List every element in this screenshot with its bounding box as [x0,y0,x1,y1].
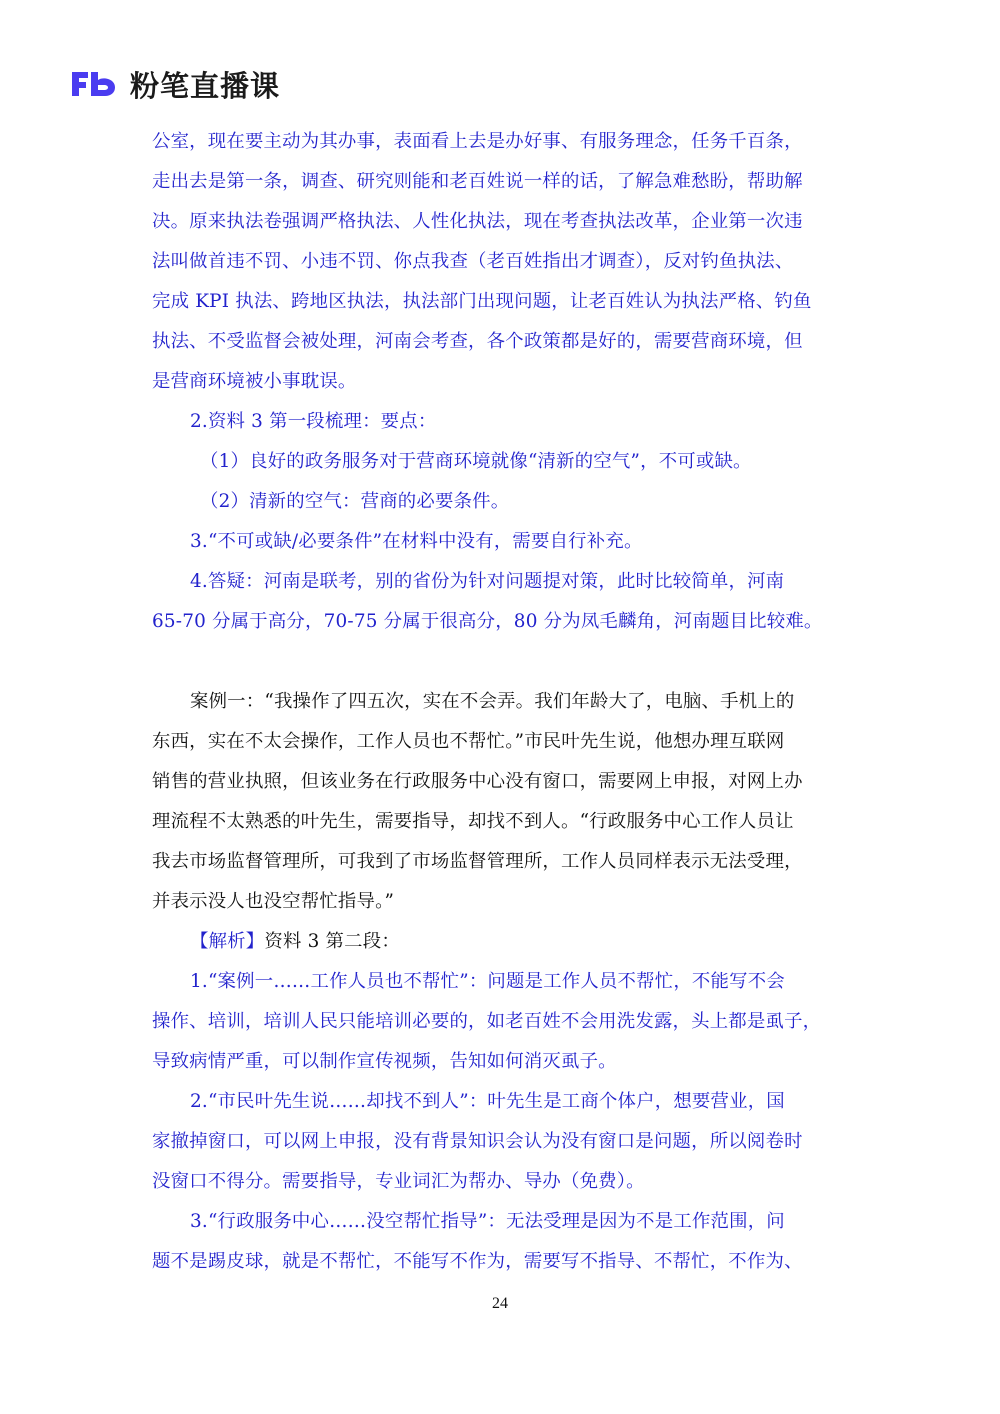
analysis-label: 【解析】 [190,931,265,952]
fenbi-logo-icon [70,69,120,99]
text-line: 理流程不太熟悉的叶先生，需要指导，却找不到人。“行政服务中心工作人员让 [152,811,794,832]
text-line: 走出去是第一条，调查、研究则能和老百姓说一样的话，了解急难愁盼，帮助解 [152,171,803,192]
document-body [152,122,852,1282]
analysis-point-1 [152,962,852,1082]
text-line: 导致病情严重，可以制作宣传视频，告知如何消灭虱子。 [152,1051,617,1072]
brand-name: 粉笔直播课 [130,68,281,103]
text-line: 4.答疑：河南是联考，别的省份为针对问题提对策，此时比较简单，河南 [190,571,785,592]
text-line: 法叫做首违不罚、小违不罚、你点我查（老百姓指出才调查），反对钓鱼执法、 [152,251,794,272]
text-line: 并表示没人也没空帮忙指导。” [152,891,395,912]
page-number: 24 [492,1295,508,1312]
point-2-sub-1: （1）良好的政务服务对于营商环境就像“清新的空气”，不可或缺。 [200,451,752,472]
text-line: 案例一：“我操作了四五次，实在不会弄。我们年龄大了，电脑、手机上的 [190,691,795,712]
text-line: 我去市场监督管理所，可我到了市场监督管理所，工作人员同样表示无法受理， [152,851,803,872]
text-line: 执法、不受监督会被处理，河南会考查，各个政策都是好的，需要营商环境，但 [152,331,803,352]
analysis-point-2 [152,1082,852,1202]
text-line: 操作、培训，培训人民只能培训必要的，如老百姓不会用洗发露，头上都是虱子， [152,1011,822,1032]
analysis-heading [152,922,852,962]
text-line: 65-70 分属于高分，70-75 分属于很高分，80 分为凤毛麟角，河南题目比较难。 [152,611,823,632]
text-line: 公室，现在要主动为其办事，表面看上去是办好事、有服务理念，任务千百条， [152,131,803,152]
text-line: 1.“案例一……工作人员也不帮忙”：问题是工作人员不帮忙，不能写不会 [190,971,785,992]
point-4 [152,562,852,642]
spacer [152,642,852,682]
text-line: 2.“市民叶先生说……却找不到人”：叶先生是工商个体户，想要营业，国 [190,1091,785,1112]
text-line: 是营商环境被小事耽误。 [152,371,357,392]
brand-header [70,64,280,104]
case-one-paragraph [152,682,852,922]
analysis-title: 资料 3 第二段： [264,931,400,952]
text-line: 东西，实在不太会操作，工作人员也不帮忙。”市民叶先生说，他想办理互联网 [152,731,785,752]
point-2-sub-2: （2）清新的空气：营商的必要条件。 [200,491,510,512]
text-line: 决。原来执法卷强调严格执法、人性化执法，现在考查执法改革，企业第一次违 [152,211,803,232]
analysis-point-3 [152,1202,852,1282]
text-line: 完成 KPI 执法、跨地区执法，执法部门出现问题，让老百姓认为执法严格、钓鱼 [152,291,812,312]
text-line: 题不是踢皮球，就是不帮忙，不能写不作为，需要写不指导、不帮忙，不作为、 [152,1251,803,1272]
text-line: 家撤掉窗口，可以网上申报，没有背景知识会认为没有窗口是问题，所以阅卷时 [152,1131,803,1152]
paragraph-law-enforcement [152,122,852,402]
point-2: 2.资料 3 第一段梳理：要点： [190,411,437,432]
text-line: 3.“行政服务中心……没空帮忙指导”：无法受理是因为不是工作范围，问 [190,1211,785,1232]
point-3: 3.“不可或缺/必要条件”在材料中没有，需要自行补充。 [190,531,643,552]
text-line: 没窗口不得分。需要指导，专业词汇为帮办、导办（免费）。 [152,1171,645,1192]
text-line: 销售的营业执照，但该业务在行政服务中心没有窗口，需要网上申报，对网上办 [152,771,803,792]
